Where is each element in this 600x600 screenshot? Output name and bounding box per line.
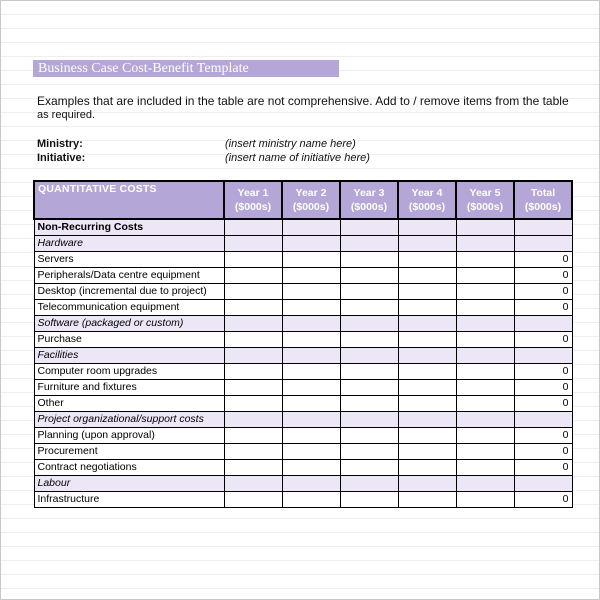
year-cell[interactable] [398, 411, 456, 427]
year-cell[interactable] [224, 315, 282, 331]
year-cell[interactable] [456, 443, 514, 459]
intro-text-line-2: as required. [37, 109, 96, 121]
year-cell[interactable] [282, 235, 340, 251]
column-header-name: Total [530, 187, 556, 199]
year-cell[interactable] [224, 491, 282, 507]
table-row [34, 379, 572, 395]
year-cell[interactable] [224, 219, 282, 235]
year-cell[interactable] [398, 475, 456, 491]
total-cell[interactable]: 0 [514, 395, 572, 411]
table-row [34, 491, 572, 507]
year-cell[interactable] [282, 491, 340, 507]
total-cell[interactable]: 0 [514, 379, 572, 395]
column-header-name: Year 1 [237, 187, 269, 199]
row-label: Furniture and fixtures [34, 379, 224, 395]
year-cell[interactable] [282, 331, 340, 347]
table-row [34, 395, 572, 411]
row-label: Servers [34, 251, 224, 267]
table-row [34, 347, 572, 363]
year-cell[interactable] [340, 299, 398, 315]
year-cell[interactable] [282, 459, 340, 475]
year-cell[interactable] [456, 251, 514, 267]
year-cell[interactable] [398, 363, 456, 379]
column-header-unit: ($000s) [524, 201, 562, 213]
quantitative-costs-header: QUANTITATIVE COSTS [34, 181, 224, 219]
year-cell[interactable] [224, 283, 282, 299]
ministry-value[interactable]: (insert ministry name here) [225, 138, 356, 150]
year-cell[interactable] [224, 347, 282, 363]
year-cell[interactable] [282, 267, 340, 283]
table-row [34, 283, 572, 299]
table-row [34, 299, 572, 315]
total-cell[interactable] [514, 219, 572, 235]
total-cell[interactable]: 0 [514, 267, 572, 283]
row-label: Infrastructure [34, 491, 224, 507]
year-cell[interactable] [398, 395, 456, 411]
year-cell[interactable] [224, 459, 282, 475]
year-cell[interactable] [340, 251, 398, 267]
total-cell[interactable] [514, 235, 572, 251]
year-cell[interactable] [398, 491, 456, 507]
year-cell[interactable] [456, 235, 514, 251]
year-cell[interactable] [456, 475, 514, 491]
column-header-name: Year 3 [353, 187, 385, 199]
year-cell[interactable] [398, 283, 456, 299]
year-cell[interactable] [224, 251, 282, 267]
year-cell[interactable] [282, 379, 340, 395]
year-cell[interactable] [224, 331, 282, 347]
column-header-unit: ($000s) [234, 201, 272, 213]
column-header-total [514, 181, 572, 219]
table-row [34, 331, 572, 347]
initiative-label: Initiative: [37, 152, 86, 164]
table-row [34, 427, 572, 443]
year-cell[interactable] [456, 411, 514, 427]
year-cell[interactable] [224, 267, 282, 283]
year-cell[interactable] [340, 235, 398, 251]
total-cell[interactable]: 0 [514, 331, 572, 347]
year-cell[interactable] [282, 363, 340, 379]
total-cell[interactable] [514, 475, 572, 491]
row-label: Software (packaged or custom) [34, 315, 224, 331]
year-cell[interactable] [456, 219, 514, 235]
table-row [34, 219, 572, 235]
total-cell[interactable]: 0 [514, 299, 572, 315]
year-cell[interactable] [224, 427, 282, 443]
total-cell[interactable]: 0 [514, 427, 572, 443]
year-cell[interactable] [456, 283, 514, 299]
year-cell[interactable] [456, 491, 514, 507]
row-label: Telecommunication equipment [34, 299, 224, 315]
total-cell[interactable]: 0 [514, 443, 572, 459]
table-row [34, 443, 572, 459]
row-label: Peripherals/Data centre equipment [34, 267, 224, 283]
year-cell[interactable] [282, 475, 340, 491]
year-cell[interactable] [456, 427, 514, 443]
year-cell[interactable] [340, 219, 398, 235]
year-cell[interactable] [456, 315, 514, 331]
table-row [34, 315, 572, 331]
column-header-name: Year 4 [411, 187, 443, 199]
table-row [34, 459, 572, 475]
total-cell[interactable] [514, 315, 572, 331]
year-cell[interactable] [282, 283, 340, 299]
year-cell[interactable] [456, 395, 514, 411]
row-label: Facilities [34, 347, 224, 363]
row-label: Other [34, 395, 224, 411]
year-cell[interactable] [456, 267, 514, 283]
table-row [34, 411, 572, 427]
year-cell[interactable] [282, 411, 340, 427]
year-cell[interactable] [340, 475, 398, 491]
year-cell[interactable] [340, 443, 398, 459]
year-cell[interactable] [340, 363, 398, 379]
column-header-year-4 [398, 181, 456, 219]
year-cell[interactable] [398, 267, 456, 283]
column-header-year-3 [340, 181, 398, 219]
year-cell[interactable] [398, 235, 456, 251]
year-cell[interactable] [282, 251, 340, 267]
year-cell[interactable] [224, 443, 282, 459]
document-title: Business Case Cost-Benefit Template [33, 60, 339, 77]
year-cell[interactable] [398, 427, 456, 443]
column-header-unit: ($000s) [408, 201, 446, 213]
row-label: Non-Recurring Costs [34, 219, 224, 235]
year-cell[interactable] [398, 459, 456, 475]
year-cell[interactable] [456, 363, 514, 379]
year-cell[interactable] [340, 491, 398, 507]
table-body [34, 219, 572, 507]
table-row [34, 267, 572, 283]
row-label: Labour [34, 475, 224, 491]
year-cell[interactable] [224, 299, 282, 315]
year-cell[interactable] [224, 475, 282, 491]
year-cell[interactable] [398, 331, 456, 347]
table-header-row [34, 181, 572, 219]
year-cell[interactable] [224, 235, 282, 251]
year-cell[interactable] [282, 219, 340, 235]
row-label: Computer room upgrades [34, 363, 224, 379]
year-cell[interactable] [282, 427, 340, 443]
ministry-label: Ministry: [37, 138, 83, 150]
total-cell[interactable]: 0 [514, 251, 572, 267]
column-header-year-5 [456, 181, 514, 219]
year-cell[interactable] [282, 315, 340, 331]
year-cell[interactable] [456, 331, 514, 347]
year-cell[interactable] [456, 379, 514, 395]
year-cell[interactable] [282, 395, 340, 411]
year-cell[interactable] [398, 219, 456, 235]
table-row [34, 235, 572, 251]
year-cell[interactable] [224, 379, 282, 395]
row-label: Planning (upon approval) [34, 427, 224, 443]
year-cell[interactable] [340, 331, 398, 347]
total-cell[interactable]: 0 [514, 283, 572, 299]
total-cell[interactable]: 0 [514, 459, 572, 475]
year-cell[interactable] [456, 459, 514, 475]
intro-text-line-1: Examples that are included in the table are not comprehensive. Add to / remove items from the table [37, 94, 569, 108]
total-cell[interactable]: 0 [514, 363, 572, 379]
year-cell[interactable] [224, 395, 282, 411]
year-cell[interactable] [224, 363, 282, 379]
row-label: Procurement [34, 443, 224, 459]
quantitative-costs-table [33, 180, 573, 508]
table-row [34, 251, 572, 267]
initiative-value[interactable]: (insert name of initiative here) [225, 152, 370, 164]
row-label: Desktop (incremental due to project) [34, 283, 224, 299]
year-cell[interactable] [398, 315, 456, 331]
column-header-unit: ($000s) [350, 201, 388, 213]
year-cell[interactable] [282, 299, 340, 315]
year-cell[interactable] [340, 459, 398, 475]
row-label: Purchase [34, 331, 224, 347]
total-cell[interactable]: 0 [514, 491, 572, 507]
year-cell[interactable] [340, 395, 398, 411]
column-header-name: Year 2 [295, 187, 327, 199]
year-cell[interactable] [398, 379, 456, 395]
year-cell[interactable] [456, 299, 514, 315]
row-label: Hardware [34, 235, 224, 251]
year-cell[interactable] [340, 347, 398, 363]
column-header-year-1 [224, 181, 282, 219]
year-cell[interactable] [340, 283, 398, 299]
year-cell[interactable] [282, 347, 340, 363]
total-cell[interactable] [514, 411, 572, 427]
table-row [34, 363, 572, 379]
year-cell[interactable] [282, 443, 340, 459]
year-cell[interactable] [398, 443, 456, 459]
table-row [34, 475, 572, 491]
total-cell[interactable] [514, 347, 572, 363]
row-label: Contract negotiations [34, 459, 224, 475]
year-cell[interactable] [340, 379, 398, 395]
year-cell[interactable] [398, 251, 456, 267]
year-cell[interactable] [398, 347, 456, 363]
column-header-name: Year 5 [469, 187, 501, 199]
year-cell[interactable] [340, 427, 398, 443]
column-header-unit: ($000s) [466, 201, 504, 213]
year-cell[interactable] [398, 299, 456, 315]
year-cell[interactable] [456, 347, 514, 363]
year-cell[interactable] [224, 411, 282, 427]
column-header-unit: ($000s) [292, 201, 330, 213]
year-cell[interactable] [340, 315, 398, 331]
year-cell[interactable] [340, 411, 398, 427]
year-cell[interactable] [340, 267, 398, 283]
column-header-year-2 [282, 181, 340, 219]
row-label: Project organizational/support costs [34, 411, 224, 427]
